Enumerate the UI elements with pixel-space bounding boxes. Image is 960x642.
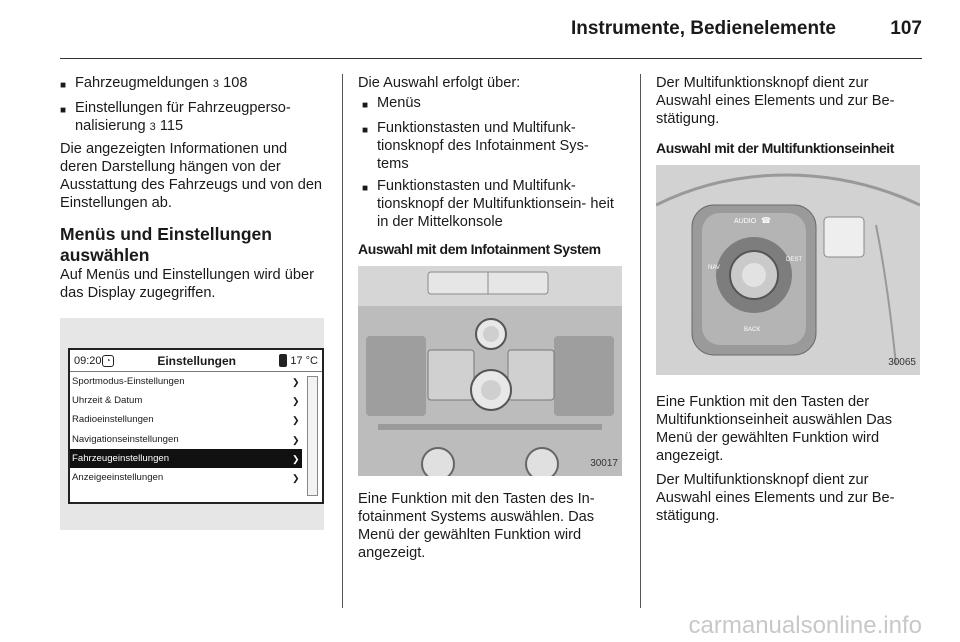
infotainment-panel-photo: [358, 266, 622, 476]
chevron-right-icon: ❯: [292, 376, 300, 387]
bullet-text: Fahrzeugmeldungen: [75, 75, 213, 91]
display-screenshot-figure: [60, 318, 324, 530]
body-paragraph: Der Multifunktionsknopf dient zur Auswahl eines Elements und zur Be- stätigung.: [656, 75, 895, 127]
nav-label: NAV: [708, 265, 720, 271]
bullet-item: [60, 74, 324, 95]
bullet-text: Funktionstasten und Multifunk- tionsknopf des Infotainment Sys- tems: [377, 120, 589, 172]
figure-number: 30017: [590, 458, 618, 469]
screen-scrollbar[interactable]: [307, 376, 318, 496]
infotainment-panel-illustration: [358, 266, 622, 476]
chevron-right-icon: ❯: [292, 395, 300, 406]
body-paragraph: Die angezeigten Informationen und deren Darstellung hängen von der Ausstattung des Fahrzeugs und von den Einstellungen ab.: [60, 141, 323, 211]
body-paragraph: Eine Funktion mit den Tasten des In- fotainment Systems auswählen. Das Menü der gewählten Funktion wird angezeigt.: [358, 491, 595, 561]
bullet-text: Funktionstasten und Multifunk- tionsknopf der Multifunktionsein- heit in der Mittelkonsole: [377, 178, 614, 230]
display-screen: [68, 348, 324, 504]
bullet-item: [60, 99, 324, 136]
page-ref-link[interactable]: 108: [223, 75, 248, 91]
bullet-text: Einstellungen für Fahrzeugperso- nalisierung: [75, 100, 291, 134]
section-heading: Menüs und Einstellungen auswählen: [60, 224, 272, 265]
bullet-item: [362, 94, 624, 115]
page-ref-link[interactable]: 115: [159, 118, 184, 134]
screen-temperature: 17 °C: [290, 354, 318, 367]
menu-item[interactable]: Navigationseinstellungen ❯: [70, 430, 302, 449]
body-paragraph: Auf Menüs und Einstellungen wird über das Display zugegriffen.: [60, 267, 314, 301]
back-label: BACK: [744, 327, 761, 333]
watermark: carmanualsonline.info: [688, 612, 922, 639]
chevron-right-icon: ❯: [292, 453, 300, 464]
header-rule: [60, 58, 922, 59]
bullet-item: [362, 177, 624, 231]
multifunction-unit-photo: [656, 165, 920, 375]
column-3: [656, 74, 922, 531]
dest-label: DEST: [786, 257, 803, 263]
bullet-icon: ■: [60, 105, 67, 116]
figure-number: 30065: [888, 357, 916, 368]
menu-item[interactable]: Uhrzeit & Datum ❯: [70, 391, 302, 410]
menu-item[interactable]: Radioeinstellungen ❯: [70, 411, 302, 430]
settings-menu-list: [70, 372, 302, 488]
subsection-heading: Auswahl mit der Multifunktionseinheit: [656, 140, 894, 156]
clock-icon: ◔: [102, 355, 114, 367]
screen-title: Einstellungen: [157, 353, 237, 368]
column-2: [358, 74, 624, 568]
thermometer-icon: [279, 354, 287, 367]
phone-icon: ☎: [761, 216, 771, 225]
chevron-right-icon: ❯: [292, 434, 300, 445]
header-title: Instrumente, Bedienelemente: [570, 18, 836, 39]
bullet-icon: ■: [362, 125, 369, 136]
column-divider-1: [342, 74, 343, 608]
body-paragraph: Der Multifunktionsknopf dient zur Auswahl eines Elements und zur Be- stätigung.: [656, 472, 895, 524]
page-ref-arrow-icon: 3: [212, 78, 220, 90]
menu-item[interactable]: Sportmodus-Einstellungen ❯: [70, 372, 302, 391]
bullet-icon: ■: [362, 100, 369, 111]
screen-time: 09:20: [74, 354, 102, 367]
page-number: 107: [890, 18, 922, 39]
subsection-heading: Auswahl mit dem Infotainment System: [358, 241, 601, 257]
menu-item[interactable]: Anzeigeeinstellungen ❯: [70, 468, 302, 487]
bullet-icon: ■: [362, 183, 369, 194]
body-paragraph: Die Auswahl erfolgt über:: [358, 75, 521, 91]
chevron-right-icon: ❯: [292, 415, 300, 426]
bullet-item: [362, 119, 624, 173]
audio-label: AUDIO: [734, 218, 757, 225]
page-ref-arrow-icon: 3: [149, 121, 156, 133]
column-divider-2: [640, 74, 641, 608]
bullet-text: Menüs: [377, 95, 421, 111]
bullet-icon: ■: [60, 80, 67, 91]
body-paragraph: Eine Funktion mit den Tasten der Multifunktionseinheit auswählen Das Menü der gewählten Funktion wird angezeigt.: [656, 394, 893, 464]
menu-item-selected[interactable]: Fahrzeugeinstellungen ❯: [70, 449, 302, 468]
chevron-right-icon: ❯: [292, 473, 300, 484]
screen-header: [70, 350, 322, 372]
column-1: [60, 74, 324, 530]
multifunction-unit-illustration: [656, 165, 920, 375]
